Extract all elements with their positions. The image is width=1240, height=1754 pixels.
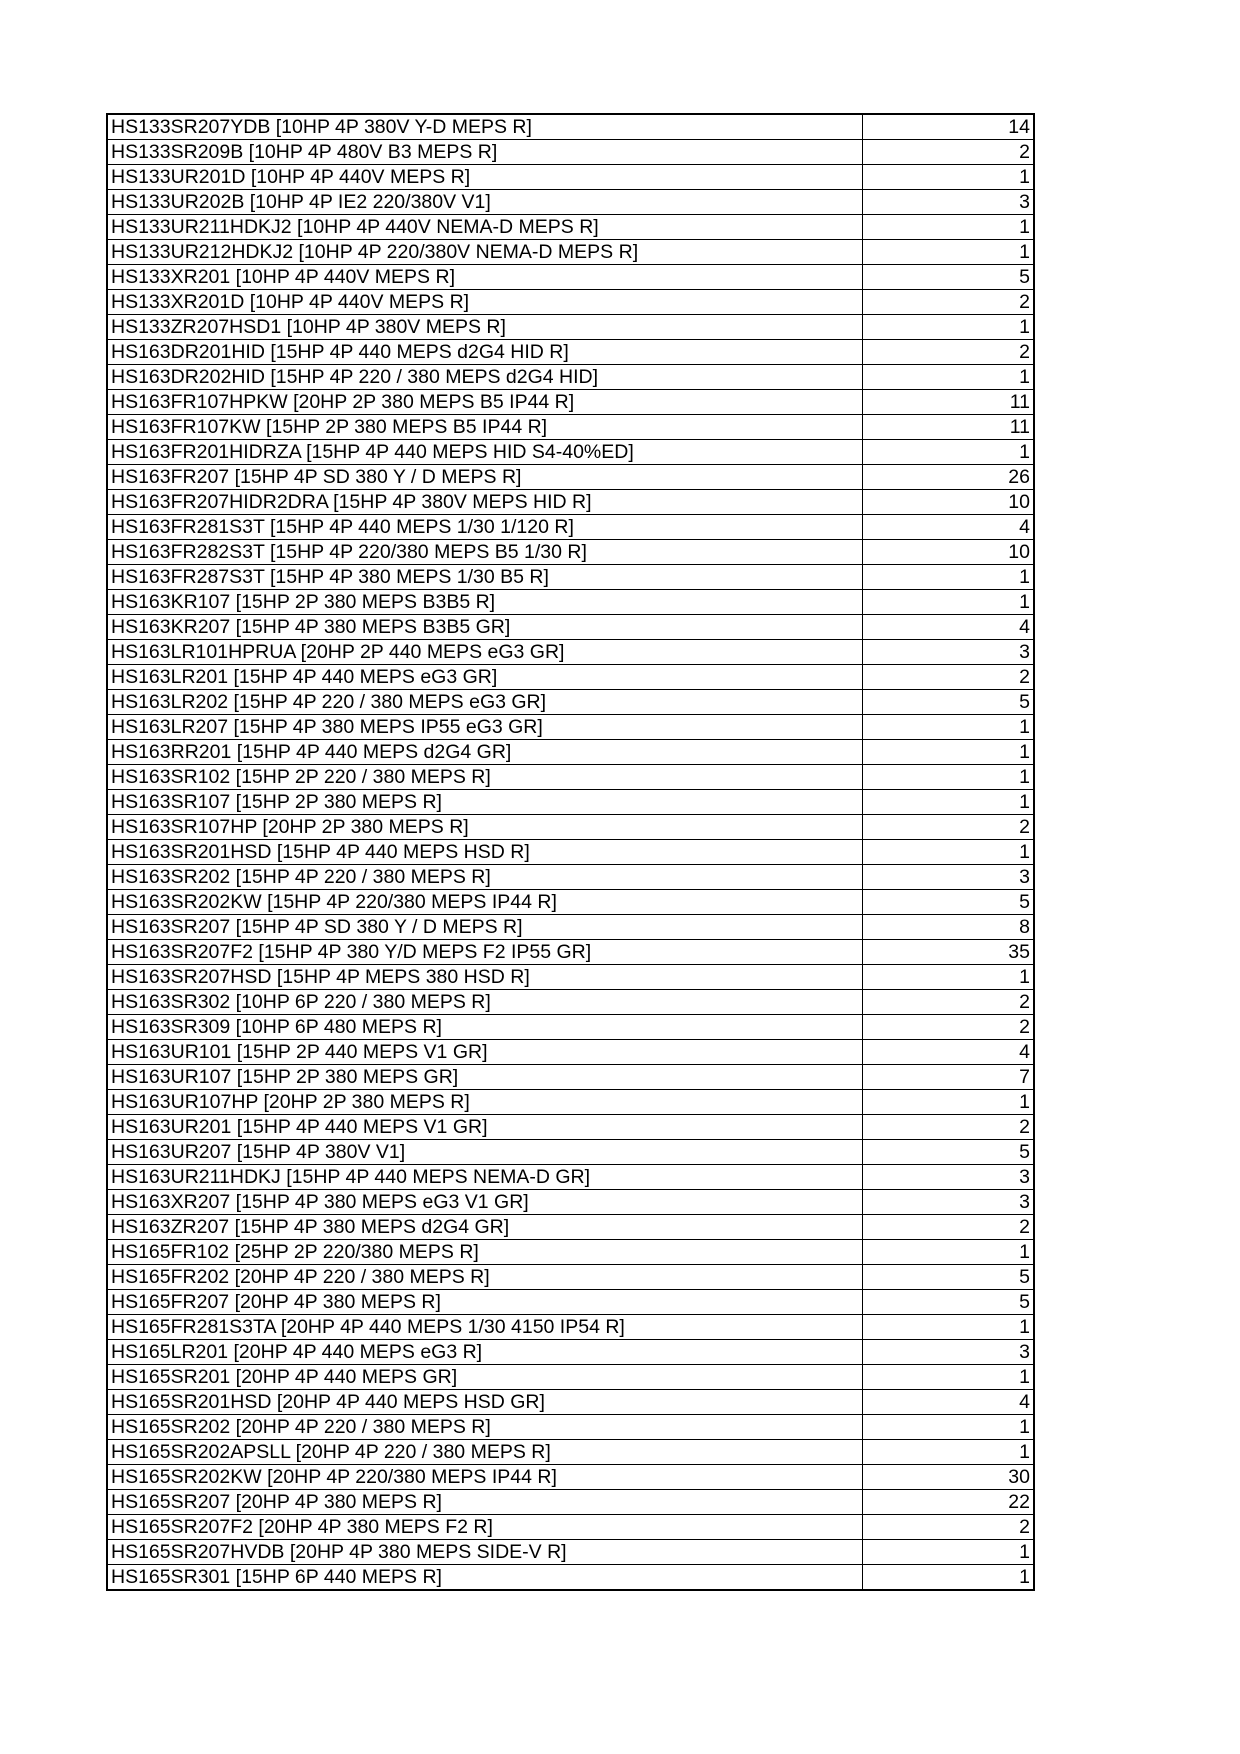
table-row [107,815,1034,840]
table-row [107,690,1034,715]
table-row [107,365,1034,390]
item-description-cell: HS163KR107 [15HP 2P 380 MEPS B3B5 R] [107,590,862,615]
table-row [107,440,1034,465]
table-row [107,640,1034,665]
table-row [107,265,1034,290]
quantity-cell: 1 [862,765,1034,790]
table-row [107,715,1034,740]
item-description-cell: HS163SR107 [15HP 2P 380 MEPS R] [107,790,862,815]
quantity-cell: 11 [862,390,1034,415]
table-row [107,765,1034,790]
table-row [107,590,1034,615]
table-row [107,1465,1034,1490]
item-description-cell: HS163FR107KW [15HP 2P 380 MEPS B5 IP44 R] [107,415,862,440]
item-description-cell: HS165SR201 [20HP 4P 440 MEPS GR] [107,1365,862,1390]
quantity-cell: 1 [862,1315,1034,1340]
table-row [107,340,1034,365]
quantity-cell: 4 [862,515,1034,540]
table-row [107,465,1034,490]
item-description-cell: HS163UR211HDKJ [15HP 4P 440 MEPS NEMA-D GR] [107,1165,862,1190]
item-description-cell: HS163UR201 [15HP 4P 440 MEPS V1 GR] [107,1115,862,1140]
quantity-cell: 4 [862,1040,1034,1065]
item-description-cell: HS163LR202 [15HP 4P 220 / 380 MEPS eG3 GR] [107,690,862,715]
item-description-cell: HS163SR107HP [20HP 2P 380 MEPS R] [107,815,862,840]
quantity-cell: 2 [862,290,1034,315]
table-row [107,1040,1034,1065]
table-row [107,1090,1034,1115]
quantity-cell: 2 [862,815,1034,840]
item-description-cell: HS133SR209B [10HP 4P 480V B3 MEPS R] [107,140,862,165]
quantity-cell: 3 [862,640,1034,665]
table-row [107,790,1034,815]
quantity-cell: 5 [862,1290,1034,1315]
table-row [107,615,1034,640]
item-description-cell: HS133XR201D [10HP 4P 440V MEPS R] [107,290,862,315]
inventory-table [106,113,1035,1591]
item-description-cell: HS163LR201 [15HP 4P 440 MEPS eG3 GR] [107,665,862,690]
item-description-cell: HS165SR301 [15HP 6P 440 MEPS R] [107,1565,862,1591]
table-row [107,315,1034,340]
item-description-cell: HS163FR287S3T [15HP 4P 380 MEPS 1/30 B5 R] [107,565,862,590]
item-description-cell: HS163SR202KW [15HP 4P 220/380 MEPS IP44 R] [107,890,862,915]
table-row [107,1215,1034,1240]
quantity-cell: 2 [862,990,1034,1015]
item-description-cell: HS163SR309 [10HP 6P 480 MEPS R] [107,1015,862,1040]
table-row [107,1515,1034,1540]
item-description-cell: HS133ZR207HSD1 [10HP 4P 380V MEPS R] [107,315,862,340]
item-description-cell: HS163UR107HP [20HP 2P 380 MEPS R] [107,1090,862,1115]
item-description-cell: HS163SR102 [15HP 2P 220 / 380 MEPS R] [107,765,862,790]
table-row [107,140,1034,165]
item-description-cell: HS163UR107 [15HP 2P 380 MEPS GR] [107,1065,862,1090]
table-row [107,1065,1034,1090]
item-description-cell: HS163SR201HSD [15HP 4P 440 MEPS HSD R] [107,840,862,865]
table-row [107,1315,1034,1340]
item-description-cell: HS163SR207 [15HP 4P SD 380 Y / D MEPS R] [107,915,862,940]
item-description-cell: HS165FR102 [25HP 2P 220/380 MEPS R] [107,1240,862,1265]
table-row [107,1165,1034,1190]
quantity-cell: 1 [862,565,1034,590]
quantity-cell: 1 [862,1365,1034,1390]
quantity-cell: 8 [862,915,1034,940]
table-row [107,890,1034,915]
table-row [107,1565,1034,1591]
item-description-cell: HS133UR211HDKJ2 [10HP 4P 440V NEMA-D MEPS R] [107,215,862,240]
table-row [107,290,1034,315]
table-row [107,565,1034,590]
item-description-cell: HS133SR207YDB [10HP 4P 380V Y-D MEPS R] [107,114,862,140]
quantity-cell: 3 [862,1340,1034,1365]
item-description-cell: HS165FR281S3TA [20HP 4P 440 MEPS 1/30 4150 IP54 R] [107,1315,862,1340]
table-row [107,1490,1034,1515]
table-row [107,990,1034,1015]
table-row [107,415,1034,440]
quantity-cell: 1 [862,440,1034,465]
table-row [107,940,1034,965]
quantity-cell: 1 [862,1090,1034,1115]
quantity-cell: 1 [862,240,1034,265]
quantity-cell: 3 [862,190,1034,215]
item-description-cell: HS165SR202APSLL [20HP 4P 220 / 380 MEPS R] [107,1440,862,1465]
inventory-table-body [107,114,1034,1590]
item-description-cell: HS163SR302 [10HP 6P 220 / 380 MEPS R] [107,990,862,1015]
item-description-cell: HS163FR281S3T [15HP 4P 440 MEPS 1/30 1/120 R] [107,515,862,540]
item-description-cell: HS163LR101HPRUA [20HP 2P 440 MEPS eG3 GR] [107,640,862,665]
item-description-cell: HS165SR201HSD [20HP 4P 440 MEPS HSD GR] [107,1390,862,1415]
item-description-cell: HS165SR207 [20HP 4P 380 MEPS R] [107,1490,862,1515]
table-row [107,865,1034,890]
quantity-cell: 2 [862,1115,1034,1140]
table-row [107,165,1034,190]
quantity-cell: 7 [862,1065,1034,1090]
quantity-cell: 1 [862,740,1034,765]
table-row [107,515,1034,540]
table-row [107,740,1034,765]
item-description-cell: HS163RR201 [15HP 4P 440 MEPS d2G4 GR] [107,740,862,765]
quantity-cell: 1 [862,1415,1034,1440]
item-description-cell: HS133UR212HDKJ2 [10HP 4P 220/380V NEMA-D MEPS R] [107,240,862,265]
quantity-cell: 3 [862,1165,1034,1190]
table-row [107,1440,1034,1465]
quantity-cell: 30 [862,1465,1034,1490]
quantity-cell: 5 [862,690,1034,715]
item-description-cell: HS163SR202 [15HP 4P 220 / 380 MEPS R] [107,865,862,890]
quantity-cell: 5 [862,1265,1034,1290]
quantity-cell: 3 [862,1190,1034,1215]
item-description-cell: HS163SR207HSD [15HP 4P MEPS 380 HSD R] [107,965,862,990]
item-description-cell: HS163XR207 [15HP 4P 380 MEPS eG3 V1 GR] [107,1190,862,1215]
table-row [107,190,1034,215]
table-row [107,840,1034,865]
table-row [107,1540,1034,1565]
item-description-cell: HS133XR201 [10HP 4P 440V MEPS R] [107,265,862,290]
quantity-cell: 3 [862,865,1034,890]
quantity-cell: 2 [862,340,1034,365]
item-description-cell: HS165SR207HVDB [20HP 4P 380 MEPS SIDE-V R] [107,1540,862,1565]
item-description-cell: HS165FR202 [20HP 4P 220 / 380 MEPS R] [107,1265,862,1290]
quantity-cell: 1 [862,840,1034,865]
item-description-cell: HS163UR101 [15HP 2P 440 MEPS V1 GR] [107,1040,862,1065]
table-row [107,1015,1034,1040]
quantity-cell: 22 [862,1490,1034,1515]
quantity-cell: 10 [862,490,1034,515]
table-row [107,490,1034,515]
item-description-cell: HS133UR202B [10HP 4P IE2 220/380V V1] [107,190,862,215]
quantity-cell: 1 [862,165,1034,190]
table-row [107,114,1034,140]
table-row [107,1290,1034,1315]
table-row [107,1415,1034,1440]
table-row [107,540,1034,565]
item-description-cell: HS163FR282S3T [15HP 4P 220/380 MEPS B5 1/30 R] [107,540,862,565]
quantity-cell: 1 [862,1540,1034,1565]
table-row [107,1240,1034,1265]
quantity-cell: 1 [862,965,1034,990]
quantity-cell: 1 [862,1240,1034,1265]
quantity-cell: 11 [862,415,1034,440]
quantity-cell: 5 [862,890,1034,915]
item-description-cell: HS163SR207F2 [15HP 4P 380 Y/D MEPS F2 IP55 GR] [107,940,862,965]
quantity-cell: 35 [862,940,1034,965]
quantity-cell: 1 [862,715,1034,740]
quantity-cell: 1 [862,1565,1034,1591]
item-description-cell: HS163FR107HPKW [20HP 2P 380 MEPS B5 IP44 R] [107,390,862,415]
quantity-cell: 2 [862,1515,1034,1540]
item-description-cell: HS165SR207F2 [20HP 4P 380 MEPS F2 R] [107,1515,862,1540]
quantity-cell: 2 [862,665,1034,690]
quantity-cell: 4 [862,615,1034,640]
quantity-cell: 1 [862,365,1034,390]
quantity-cell: 1 [862,1440,1034,1465]
quantity-cell: 1 [862,790,1034,815]
quantity-cell: 1 [862,215,1034,240]
table-row [107,1115,1034,1140]
table-row [107,1365,1034,1390]
quantity-cell: 5 [862,1140,1034,1165]
quantity-cell: 4 [862,1390,1034,1415]
quantity-cell: 1 [862,315,1034,340]
item-description-cell: HS163LR207 [15HP 4P 380 MEPS IP55 eG3 GR] [107,715,862,740]
quantity-cell: 2 [862,1215,1034,1240]
quantity-cell: 26 [862,465,1034,490]
table-row [107,965,1034,990]
quantity-cell: 2 [862,140,1034,165]
item-description-cell: HS163FR201HIDRZA [15HP 4P 440 MEPS HID S4-40%ED] [107,440,862,465]
item-description-cell: HS163FR207 [15HP 4P SD 380 Y / D MEPS R] [107,465,862,490]
item-description-cell: HS165SR202KW [20HP 4P 220/380 MEPS IP44 R] [107,1465,862,1490]
item-description-cell: HS163KR207 [15HP 4P 380 MEPS B3B5 GR] [107,615,862,640]
table-row [107,240,1034,265]
quantity-cell: 2 [862,1015,1034,1040]
item-description-cell: HS163DR202HID [15HP 4P 220 / 380 MEPS d2G4 HID] [107,365,862,390]
item-description-cell: HS163UR207 [15HP 4P 380V V1] [107,1140,862,1165]
quantity-cell: 5 [862,265,1034,290]
quantity-cell: 1 [862,590,1034,615]
table-row [107,1190,1034,1215]
item-description-cell: HS163ZR207 [15HP 4P 380 MEPS d2G4 GR] [107,1215,862,1240]
table-row [107,1390,1034,1415]
table-row [107,1265,1034,1290]
item-description-cell: HS133UR201D [10HP 4P 440V MEPS R] [107,165,862,190]
item-description-cell: HS165FR207 [20HP 4P 380 MEPS R] [107,1290,862,1315]
table-row [107,1140,1034,1165]
table-row [107,665,1034,690]
quantity-cell: 10 [862,540,1034,565]
item-description-cell: HS163DR201HID [15HP 4P 440 MEPS d2G4 HID R] [107,340,862,365]
table-row [107,215,1034,240]
table-row [107,390,1034,415]
item-description-cell: HS165SR202 [20HP 4P 220 / 380 MEPS R] [107,1415,862,1440]
table-row [107,915,1034,940]
item-description-cell: HS165LR201 [20HP 4P 440 MEPS eG3 R] [107,1340,862,1365]
item-description-cell: HS163FR207HIDR2DRA [15HP 4P 380V MEPS HID R] [107,490,862,515]
quantity-cell: 14 [862,114,1034,140]
table-row [107,1340,1034,1365]
